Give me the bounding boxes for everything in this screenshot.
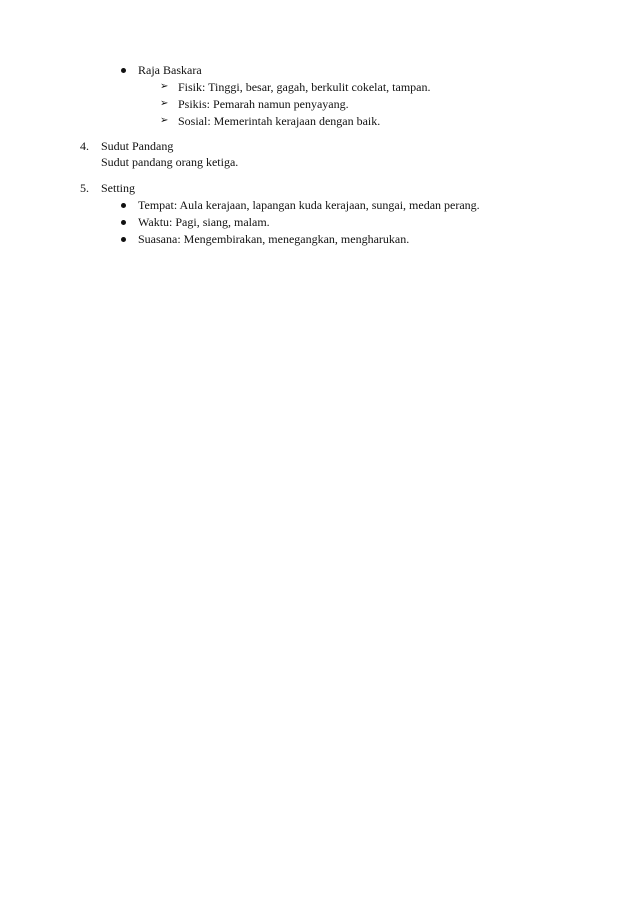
bullet-icon — [121, 237, 126, 242]
setting-item: Suasana: Mengembirakan, menegangkan, mengharukan. — [138, 232, 410, 246]
character-name: Raja Baskara — [138, 63, 202, 77]
setting-item: Waktu: Pagi, siang, malam. — [138, 215, 270, 229]
section-number: 4. — [80, 139, 89, 153]
arrow-bullet-icon: ➢ — [160, 115, 169, 126]
section-number: 5. — [80, 181, 89, 195]
trait-physical: Fisik: Tinggi, besar, gagah, berkulit cokelat, tampan. — [178, 80, 431, 94]
section-body: Sudut pandang orang ketiga. — [101, 155, 239, 169]
setting-item: Tempat: Aula kerajaan, lapangan kuda kerajaan, sungai, medan perang. — [138, 198, 480, 212]
trait-psychological: Psikis: Pemarah namun penyayang. — [178, 97, 349, 111]
bullet-icon — [121, 220, 126, 225]
trait-social: Sosial: Memerintah kerajaan dengan baik. — [178, 114, 381, 128]
bullet-icon — [121, 68, 126, 73]
section-title: Sudut Pandang — [101, 139, 174, 153]
arrow-bullet-icon: ➢ — [160, 98, 169, 109]
arrow-bullet-icon: ➢ — [160, 81, 169, 92]
bullet-icon — [121, 203, 126, 208]
section-title: Setting — [101, 181, 136, 195]
